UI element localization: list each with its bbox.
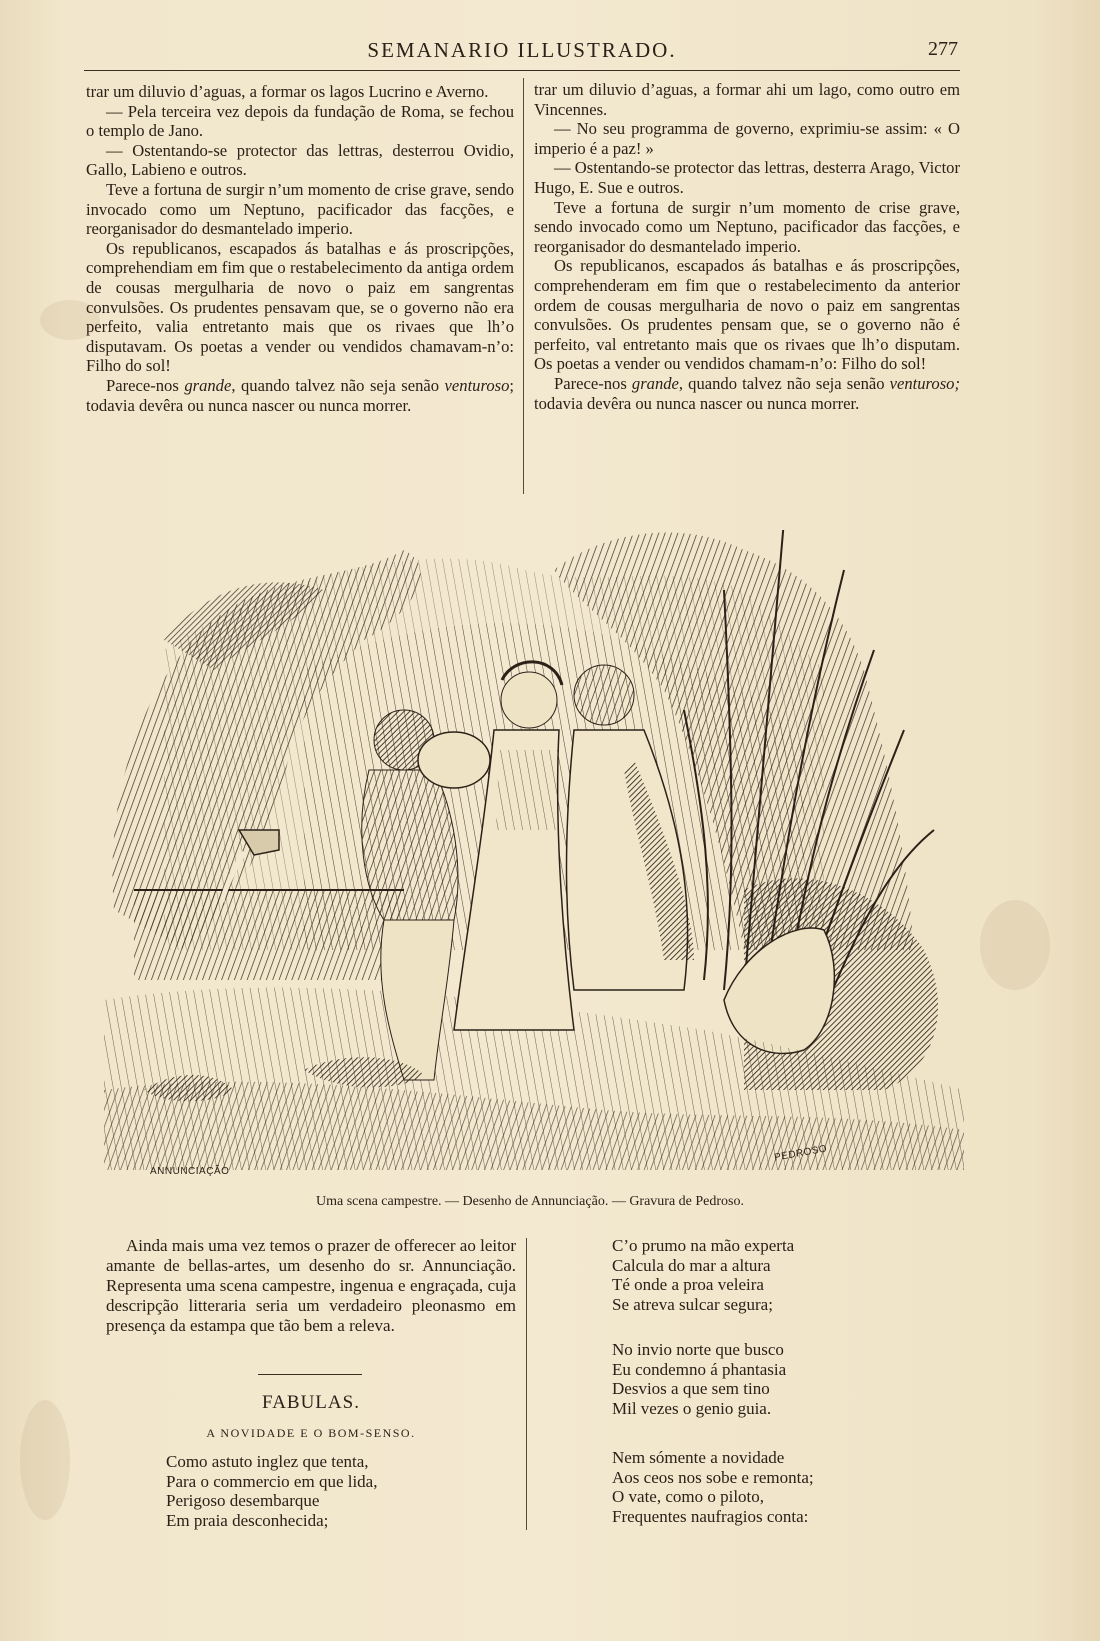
paragraph: Os republicanos, escapados ás batalhas e ás proscripções, comprehenderam em fim que o restabelecimento da anterior ordem de cousas mergulharia de novo o paiz em sangrentas convulsões. Os prudentes pensam que, se o governo não é perfeito, val entretanto mais que os rivaes que lh’o disputam. Os poetas a vender ou vendidos chamam-n’o: Filho do sol!: [534, 256, 960, 374]
rural-scene-image: [104, 530, 964, 1170]
section-divider: [258, 1374, 362, 1375]
paragraph: — Ostentando-se protector das lettras, desterra Arago, Victor Hugo, E. Sue e outros.: [534, 158, 960, 197]
paragraph: Ainda mais uma vez temos o prazer de offerecer ao leitor amante de bellas-artes, um desenho do sr. Annunciação. Representa uma scena campestre, ingenua e engraçada, cuja descripção litteraria seria um verdadeiro pleonasmo em presença da estampa que tão bem a releva.: [106, 1236, 516, 1335]
engraving-illustration: [104, 530, 964, 1170]
poem-stanza: [166, 1452, 377, 1530]
article-column-left: [86, 82, 514, 415]
page-header: [84, 36, 960, 71]
paragraph: — No seu programma de governo, exprimiu-se assim: « O imperio é a paz! »: [534, 119, 960, 158]
illustration-caption: Uma scena campestre. — Desenho de Annunciação. — Gravura de Pedroso.: [315, 1194, 745, 1209]
verse-line: Aos ceos nos sobe e remonta;: [612, 1467, 814, 1487]
verse-line: Em praia desconhecida;: [166, 1510, 329, 1530]
paragraph: Parece-nos grande, quando talvez não seja senão venturoso; todavia devêra ou nunca nascer ou nunca morrer.: [86, 375, 514, 415]
artist-signature: ANNUNCIAÇÃO: [150, 1166, 230, 1177]
verse-line: Como astuto inglez que tenta,: [166, 1452, 369, 1471]
poem-stanza: [612, 1236, 794, 1314]
paragraph: — Pela terceira vez depois da fundação de Roma, se fechou o templo de Jano.: [86, 101, 514, 141]
verse-line: Té onde a proa veleira: [612, 1275, 764, 1295]
verse-line: Desvios a que sem tino: [612, 1379, 770, 1399]
column-divider: [526, 1238, 527, 1530]
section-title: FABULAS.: [262, 1392, 360, 1413]
paragraph: Teve a fortuna de surgir n’um momento de crise grave, sendo invocado como um Neptuno, pacificador das facções, e reorganisador do desmantelado imperio.: [86, 179, 514, 239]
paragraph: Os republicanos, escapados ás batalhas e ás proscripções, comprehendiam em fim que o restabelecimento da antiga ordem de cousas mergulharia de novo o paiz em sangrentas convulsões. Os prudentes pensavam que, se o governo não era perfeito, valia entretanto mais que os rivaes que lh’o disputavam. Os poetas a vender ou vendidos chamavam-n’o: Filho do sol!: [86, 238, 514, 376]
verse-line: Eu condemno á phantasia: [612, 1359, 787, 1379]
water-jug: [418, 732, 490, 788]
verse-line: Se atreva sulcar segura;: [612, 1294, 773, 1314]
verse-line: Calcula do mar a altura: [612, 1255, 771, 1275]
intro-column: [106, 1236, 516, 1336]
article-column-right: [534, 80, 960, 413]
poem-title: A NOVIDADE E O BOM-SENSO.: [206, 1426, 416, 1440]
verse-line: O vate, como o piloto,: [612, 1487, 765, 1507]
verse-line: Para o commercio em que lida,: [166, 1471, 378, 1491]
verse-line: Frequentes naufragios conta:: [612, 1506, 809, 1526]
paragraph: trar um diluvio d’aguas, a formar os lagos Lucrino e Averno.: [86, 82, 489, 101]
publication-title: SEMANARIO ILLUSTRADO.: [367, 38, 677, 62]
paragraph: — Ostentando-se protector das lettras, desterrou Ovidio, Gallo, Labieno e outros.: [86, 140, 514, 180]
verse-line: Mil vezes o genio guia.: [612, 1398, 772, 1418]
verse-line: Nem sómente a novidade: [612, 1448, 785, 1467]
verse-line: Perigoso desembarque: [166, 1491, 320, 1511]
column-divider: [523, 78, 524, 494]
paragraph: Parece-nos grande, quando talvez não seja senão venturoso; todavia devêra ou nunca nascer ou nunca morrer.: [534, 373, 960, 413]
engraver-signature: PEDROSO: [773, 1143, 829, 1164]
paragraph: trar um diluvio d’aguas, a formar ahi um lago, como outro em Vincennes.: [534, 80, 960, 119]
verse-line: C’o prumo na mão experta: [612, 1236, 795, 1255]
verse-line: No invio norte que busco: [612, 1340, 784, 1359]
page-number: 277: [928, 38, 958, 60]
poem-stanza: [612, 1340, 786, 1418]
poem-stanza: [612, 1448, 814, 1526]
paragraph: Teve a fortuna de surgir n’um momento de crise grave, sendo invocado como um Neptuno, pacificador das facções, e reorganisador do desmantelado imperio.: [534, 197, 960, 256]
fountain-basin: [134, 890, 404, 980]
